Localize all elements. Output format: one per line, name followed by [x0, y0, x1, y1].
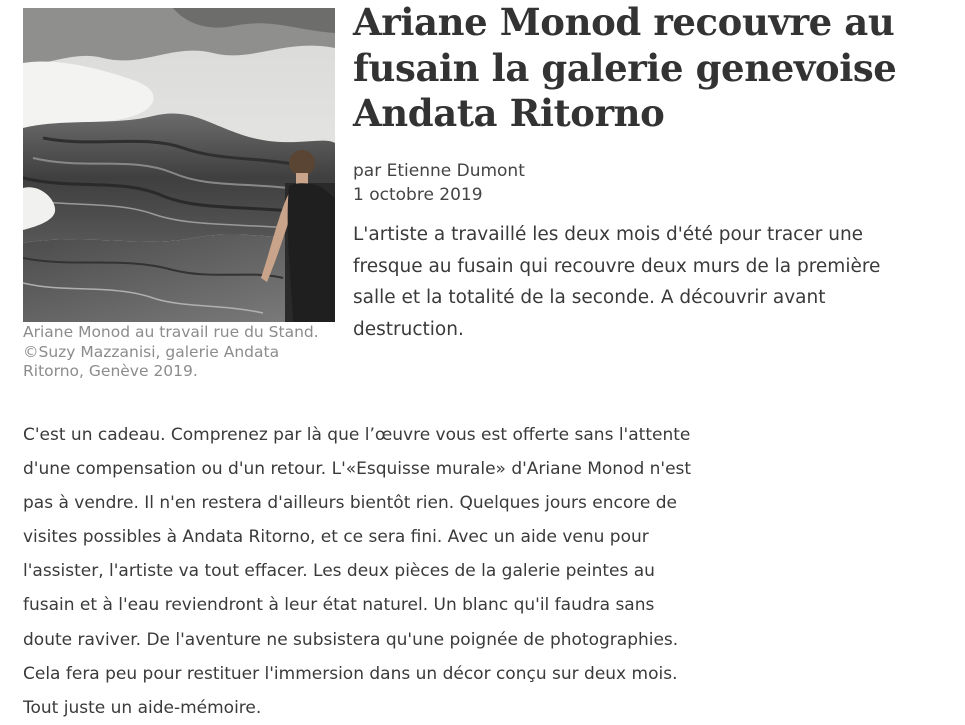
author-name: par Etienne Dumont	[353, 161, 525, 181]
body-line: doute raviver. De l'aventure ne subsistera qu'une poignée de photographies.	[23, 629, 679, 650]
byline	[353, 159, 525, 207]
caption-line: Ritorno, Genève 2019.	[23, 362, 198, 380]
image-caption	[23, 323, 341, 382]
body-line: Tout juste un aide-mémoire.	[23, 697, 262, 718]
lead-line: salle et la totalité de la seconde. A découvrir avant	[353, 287, 826, 308]
lead-line: destruction.	[353, 318, 464, 340]
lead-line: L'artiste a travaillé les deux mois d'été pour tracer une	[353, 224, 864, 245]
article-headline	[353, 0, 953, 137]
body-line: d'une compensation ou d'un retour. L'«Esquisse murale» d'Ariane Monod n'est	[23, 459, 692, 480]
lead-line: fresque au fusain qui recouvre deux murs de la première	[353, 255, 881, 277]
headline-line: Ariane Monod recouvre au	[353, 0, 895, 44]
body-line: pas à vendre. Il n'en restera d'ailleurs bientôt rien. Quelques jours encore de	[23, 493, 678, 514]
body-line: C'est un cadeau. Comprenez par là que l’œuvre vous est offerte sans l'attente	[23, 425, 691, 445]
article-lead	[353, 219, 953, 345]
body-line: visites possibles à Andata Ritorno, et ce sera fini. Avec un aide venu pour	[23, 527, 649, 548]
publish-date: 1 octobre 2019	[353, 185, 483, 205]
body-line: fusain et à l'eau reviendront à leur état naturel. Un blanc qu'il faudra sans	[23, 595, 655, 616]
headline-line: Andata Ritorno	[353, 91, 665, 135]
caption-line: Ariane Monod au travail rue du Stand.	[23, 323, 319, 341]
article-photo[interactable]	[23, 8, 335, 322]
article-body	[23, 418, 743, 725]
body-line: l'assister, l'artiste va tout effacer. Les deux pièces de la galerie peintes au	[23, 561, 655, 582]
body-line: Cela fera peu pour restituer l'immersion dans un décor conçu sur deux mois.	[23, 663, 678, 684]
caption-line: ©Suzy Mazzanisi, galerie Andata	[23, 342, 280, 361]
headline-line: fusain la galerie genevoise	[353, 45, 897, 90]
